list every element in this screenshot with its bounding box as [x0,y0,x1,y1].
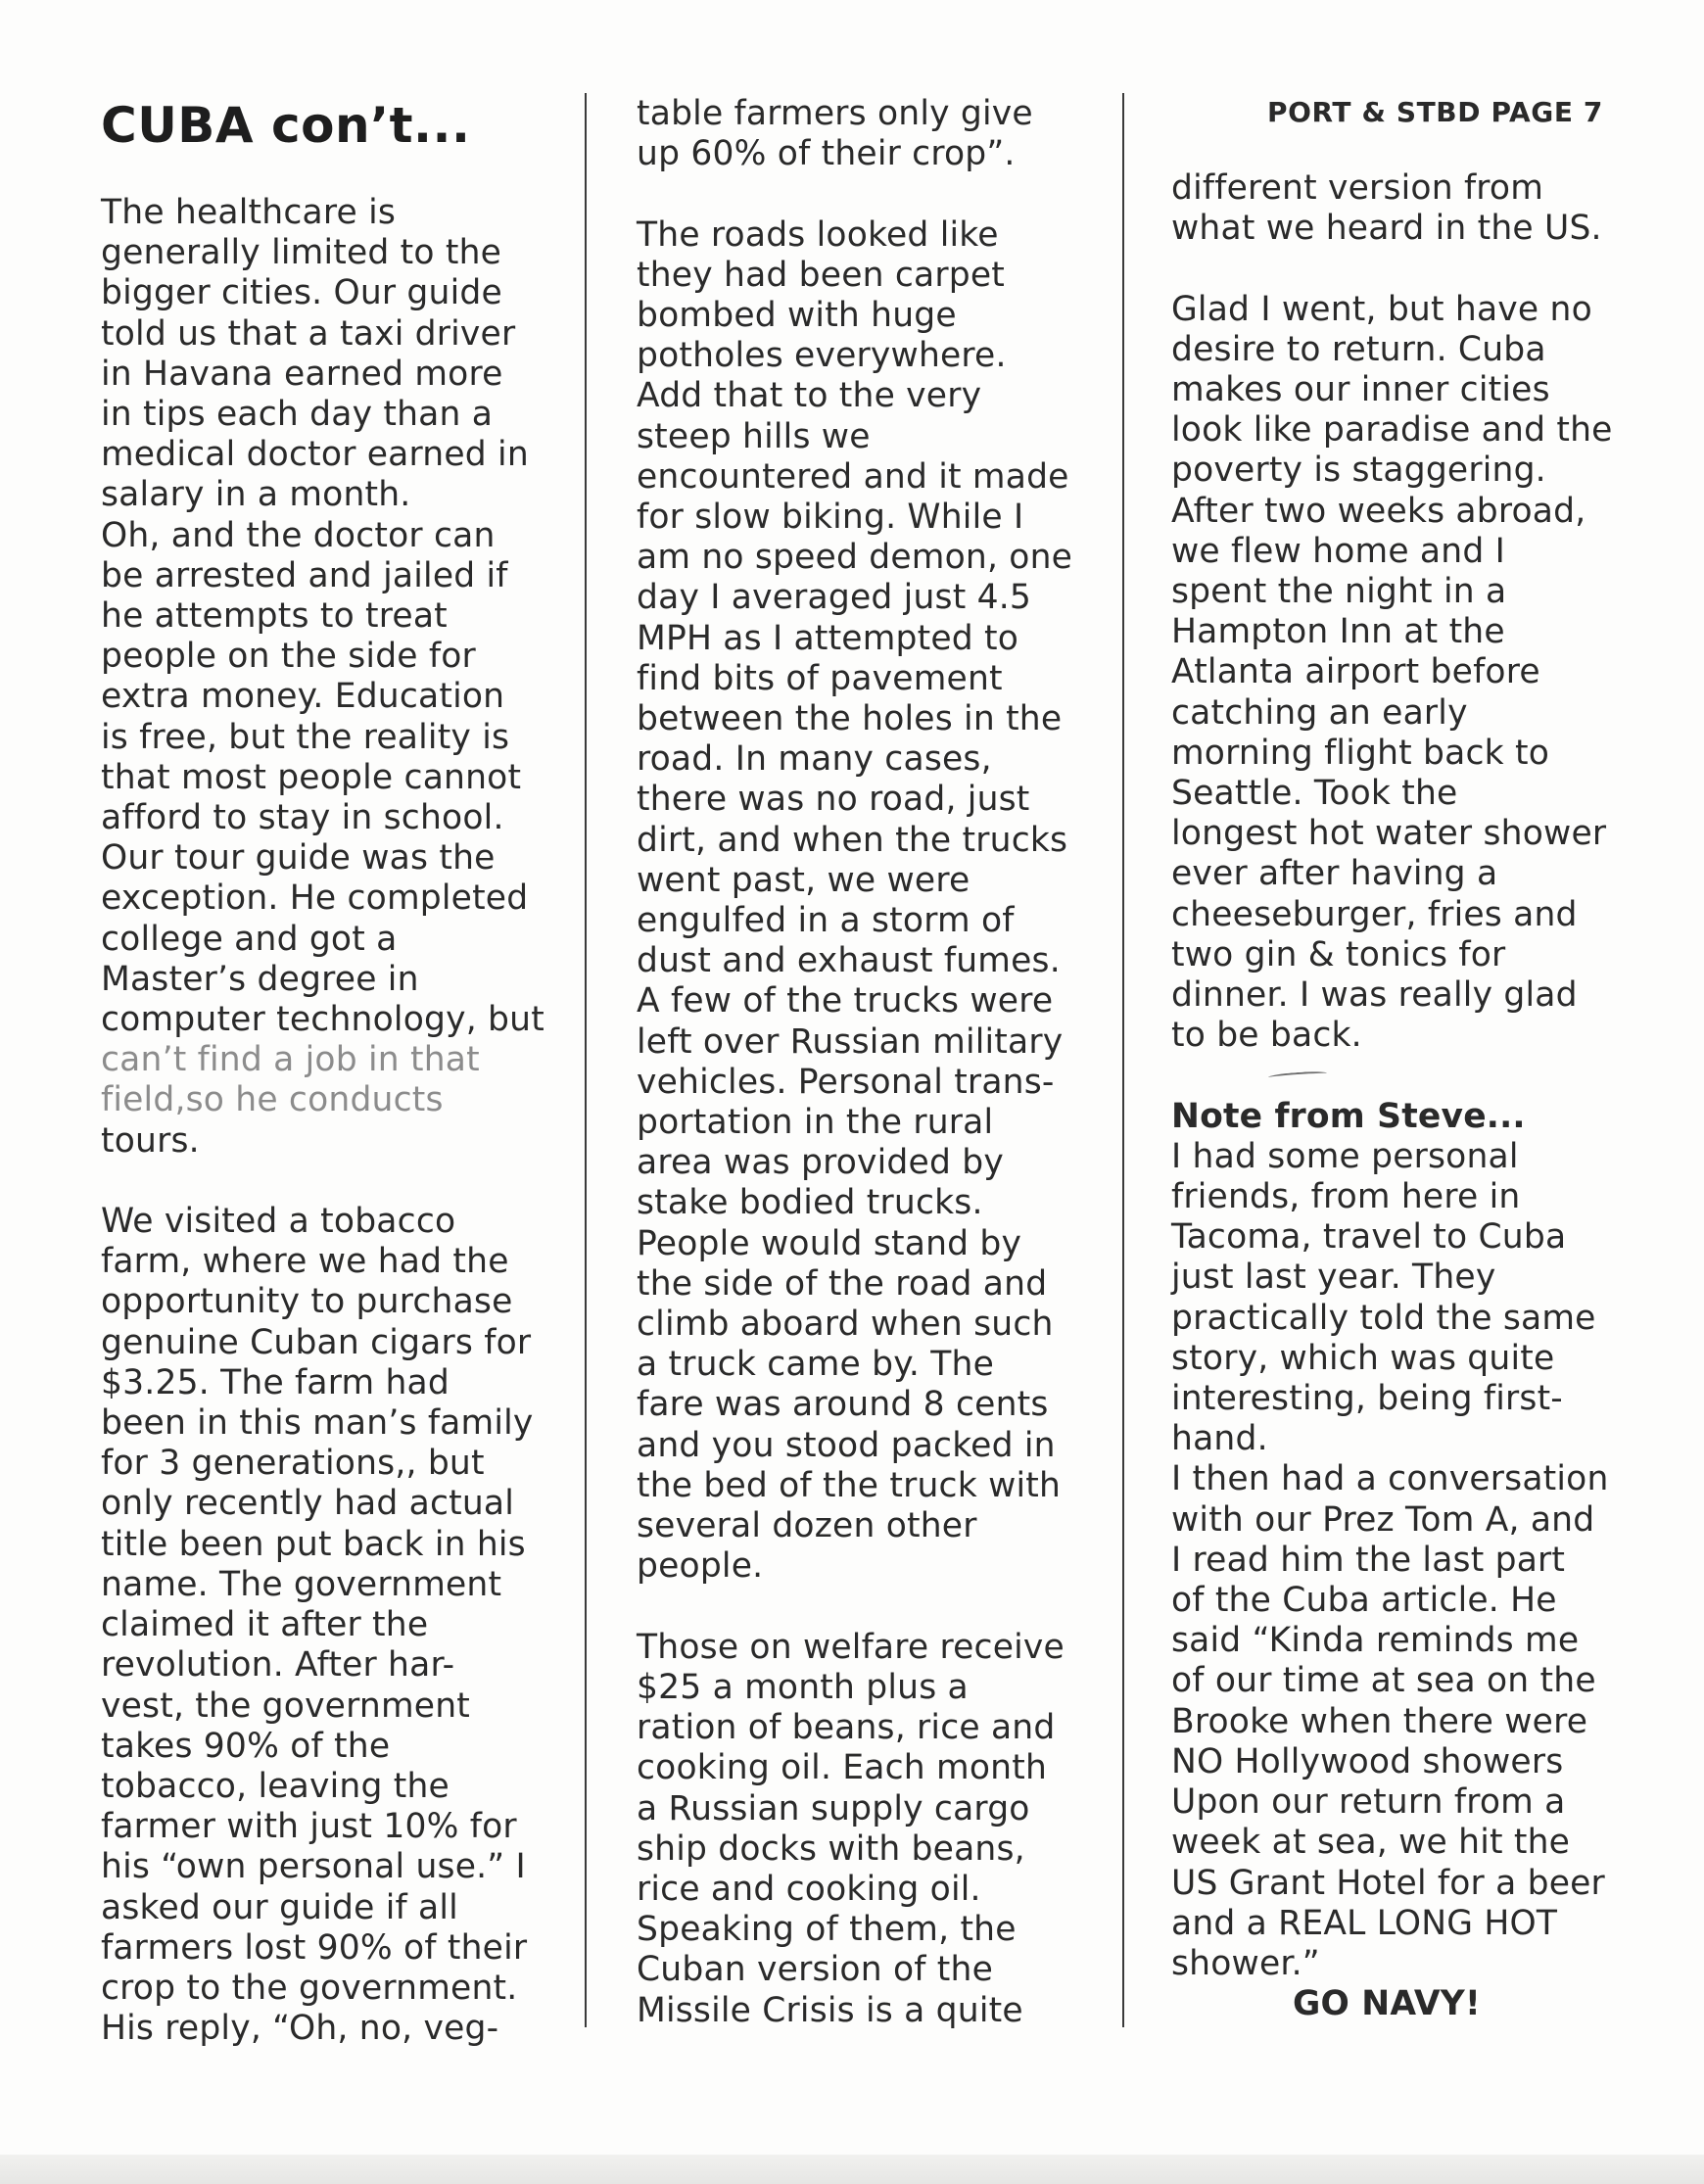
col3-paragraph-1 [1171,168,1622,249]
col2-paragraph-2 [637,215,1097,1588]
text-line: name. The government [101,1564,502,1604]
text-line: longest hot water shower [1171,814,1607,854]
text-line: there was no road, just [637,780,1030,820]
text-line: crop to the government. [101,1968,518,2008]
text-line: of our time at sea on the [1171,1661,1596,1701]
text-line: people. [637,1546,764,1587]
text-line: asked our guide if all [101,1887,458,1927]
text-line: $3.25. The farm had [101,1362,450,1402]
text-line: area was provided by [637,1143,1004,1183]
text-line: been in this man’s family [101,1403,534,1444]
text-line: practically told the same [1171,1298,1596,1338]
text-line: fare was around 8 cents [637,1385,1049,1425]
text-line: US Grant Hotel for a beer [1171,1863,1605,1903]
text-line: MPH as I attempted to [637,618,1019,658]
text-line: Atlanta airport before [1171,652,1540,692]
text-line: Brooke when there were [1171,1701,1588,1741]
text-line: We visited a tobacco [101,1202,456,1242]
text-line: opportunity to purchase [101,1282,513,1322]
text-line: His reply, “Oh, no, veg- [101,2009,499,2049]
text-line: After two weeks abroad, [1171,491,1586,531]
text-line: I then had a conversation [1171,1459,1609,1499]
text-line: table farmers only give [637,94,1033,133]
text-line: said “Kinda reminds me [1171,1621,1580,1661]
text-line: field,so he conducts [101,1080,444,1120]
text-line: catching an early [1171,692,1468,733]
page-header-label: PORT & STBD PAGE 7 [1267,96,1603,128]
text-line: a truck came by. The [637,1345,995,1385]
text-line: is free, but the reality is [101,717,510,757]
text-line: Oh, and the doctor can [101,515,496,555]
text-line: poverty is staggering. [1171,451,1546,491]
text-line: encountered and it made [637,456,1069,497]
text-line: several dozen other [637,1506,977,1546]
page-title: CUBA con’t... [101,97,471,154]
column-divider-left [585,93,587,2027]
text-line: bigger cities. Our guide [101,273,502,313]
text-line: claimed it after the [101,1605,429,1645]
text-line: be arrested and jailed if [101,555,508,595]
text-line: just last year. They [1171,1258,1496,1298]
scan-edge [0,2155,1704,2184]
text-line: his “own personal use.” I [101,1847,526,1887]
text-line: the bed of the truck with [637,1465,1062,1505]
text-line: can’t find a job in that [101,1040,480,1080]
text-line: for 3 generations,, but [101,1444,485,1484]
text-line: with our Prez Tom A, and [1171,1499,1595,1540]
text-line: ever after having a [1171,854,1498,894]
text-line: farm, where we had the [101,1242,509,1282]
text-line: cheeseburger, fries and [1171,894,1578,934]
text-line: Our tour guide was the [101,838,496,878]
text-line: bombed with huge [637,296,957,335]
text-line: cooking oil. Each month [637,1748,1048,1788]
text-line: dust and exhaust fumes. [637,941,1061,981]
text-line: spent the night in a [1171,572,1507,612]
text-line: and a REAL LONG HOT [1171,1903,1558,1943]
text-line: steep hills we [637,416,871,456]
note-title: Note from Steve... [1171,1096,1526,1136]
text-line: the side of the road and [637,1263,1048,1304]
text-line: farmer with just 10% for [101,1807,517,1847]
text-line: Those on welfare receive [637,1627,1065,1667]
text-line: Tacoma, travel to Cuba [1171,1217,1567,1258]
text-line: Seattle. Took the [1171,774,1458,814]
text-line: people on the side for [101,637,476,677]
text-line: climb aboard when such [637,1305,1054,1345]
text-line: The roads looked like [637,214,999,255]
text-line: engulfed in a storm of [637,901,1015,941]
text-line: look like paradise and the [1171,410,1613,451]
text-line: rice and cooking oil. [637,1869,981,1909]
text-line: title been put back in his [101,1524,526,1564]
text-line: story, which was quite [1171,1338,1555,1378]
text-line: Master’s degree in [101,959,419,999]
text-line: a Russian supply cargo [637,1788,1030,1828]
text-line: we flew home and I [1171,531,1505,571]
text-line: generally limited to the [101,233,502,273]
text-line: Upon our return from a [1171,1782,1566,1823]
text-line: ration of beans, rice and [637,1708,1056,1748]
text-line: Hampton Inn at the [1171,612,1505,652]
text-line: farmers lost 90% of their [101,1927,528,1968]
text-line: of the Cuba article. He [1171,1581,1557,1621]
text-line: $25 a month plus a [637,1667,969,1707]
text-line: hand. [1171,1419,1268,1459]
text-line: find bits of pavement [637,658,1003,698]
col2-paragraph-3 [637,1628,1097,2031]
col1-paragraph-1 [101,193,561,1162]
text-line: exception. He completed [101,878,529,919]
text-line: desire to return. Cuba [1171,329,1546,369]
text-line: in Havana earned more [101,354,503,394]
col1-paragraph-2 [101,1202,561,2049]
text-line: A few of the trucks were [637,981,1054,1021]
text-line: left over Russian military [637,1021,1064,1062]
text-line: makes our inner cities [1171,370,1550,409]
text-line: extra money. Education [101,677,505,717]
text-line: up 60% of their crop”. [637,134,1016,174]
text-line: tobacco, leaving the [101,1766,450,1806]
text-line: he attempts to treat [101,596,448,637]
text-line: I had some personal [1171,1136,1519,1176]
text-line: revolution. After har- [101,1645,455,1685]
text-line: genuine Cuban cigars for [101,1322,532,1362]
text-line: and you stood packed in [637,1425,1056,1465]
text-line: college and got a [101,919,398,959]
text-line: for slow biking. While I [637,498,1024,538]
signoff: GO NAVY! [1293,1984,1481,2024]
text-line: Glad I went, but have no [1171,289,1592,329]
text-line: vehicles. Personal trans- [637,1062,1055,1102]
text-line: Cuban version of the [637,1950,993,1990]
text-line: NO Hollywood showers [1171,1741,1564,1781]
text-line: went past, we were [637,860,970,900]
text-line: takes 90% of the [101,1726,391,1766]
col3-paragraph-2 [1171,290,1622,1057]
column-1 [101,193,561,2049]
text-line: between the holes in the [637,699,1063,739]
text-line: vest, the government [101,1685,470,1726]
text-line: week at sea, we hit the [1171,1823,1571,1863]
text-line: interesting, being first- [1171,1379,1563,1419]
text-line: Missile Crisis is a quite [637,1990,1023,2030]
text-line: potholes everywhere. [637,336,1007,376]
text-line: told us that a taxi driver [101,313,516,354]
column-divider-right [1122,93,1124,2027]
text-line: afford to stay in school. [101,798,504,838]
text-line: I read him the last part [1171,1540,1566,1580]
text-line: road. In many cases, [637,739,992,780]
text-line: what we heard in the US. [1171,209,1602,249]
text-line: am no speed demon, one [637,538,1073,578]
text-line: only recently had actual [101,1484,515,1524]
text-line: friends, from here in [1171,1177,1521,1217]
column-2 [637,94,1097,2031]
text-line: The healthcare is [101,193,397,232]
text-line: dirt, and when the trucks [637,820,1068,860]
text-line: Speaking of them, the [637,1910,1017,1950]
text-line: that most people cannot [101,757,522,797]
col2-paragraph-1 [637,94,1097,174]
text-line: salary in a month. [101,475,411,515]
text-line: day I averaged just 4.5 [637,578,1032,618]
text-line: to be back. [1171,1016,1362,1056]
text-line: stake bodied trucks. [637,1183,983,1223]
text-line: People would stand by [637,1223,1022,1263]
text-line: medical doctor earned in [101,435,529,475]
text-line: dinner. I was really glad [1171,975,1578,1016]
text-line: tours. [101,1120,200,1161]
column-3 [1171,168,1622,2024]
text-line: portation in the rural [637,1103,994,1143]
text-line: computer technology, but [101,1000,544,1040]
text-line: two gin & tonics for [1171,934,1506,974]
text-line: different version from [1171,168,1544,208]
note-paragraph [1171,1137,1622,1984]
text-line: Add that to the very [637,376,982,416]
text-line: shower.” [1171,1943,1320,1983]
text-line: ship docks with beans, [637,1828,1025,1869]
text-line: morning flight back to [1171,733,1550,773]
text-line: in tips each day than a [101,395,494,435]
text-line: they had been carpet [637,255,1006,295]
